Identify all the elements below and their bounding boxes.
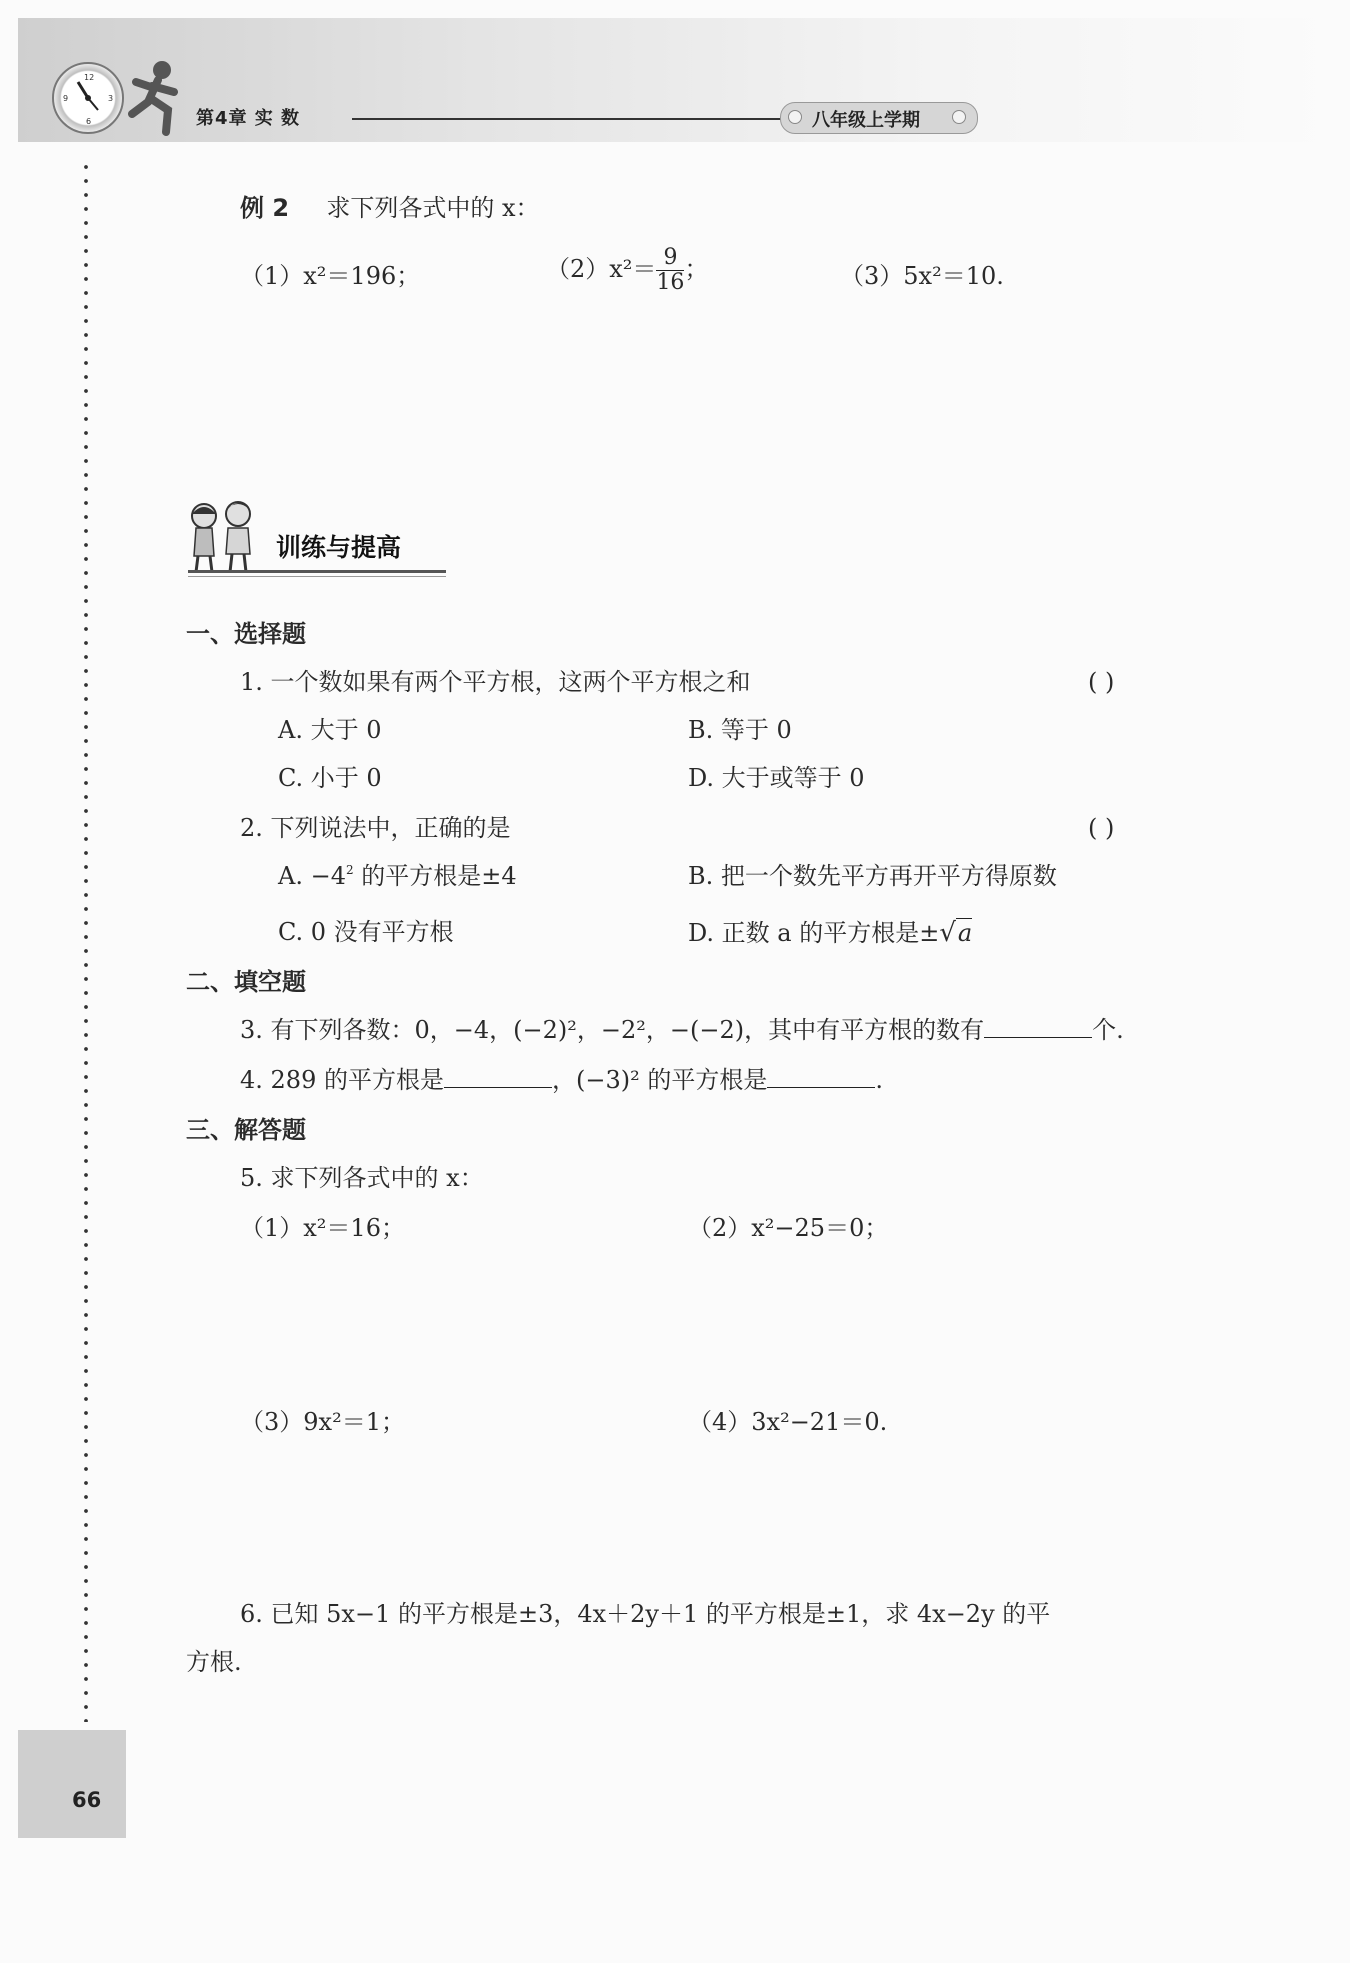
example-part-2-suffix: ； xyxy=(684,255,709,284)
question-3-tail: 个. xyxy=(1092,1016,1124,1044)
fraction-denominator: 16 xyxy=(656,270,685,296)
question-3 xyxy=(240,1016,1124,1045)
option-1b: B. 等于 0 xyxy=(688,716,792,744)
question-5-part-3: （3）9x²＝1； xyxy=(240,1408,405,1436)
heading-fill: 二、填空题 xyxy=(186,968,306,996)
question-4-tail: . xyxy=(875,1066,883,1094)
question-2: 2. 下列说法中，正确的是 xyxy=(240,814,511,842)
option-2a-base: A. −4 xyxy=(278,862,346,890)
section-title: 训练与提高 xyxy=(276,533,402,562)
page-number: 66 xyxy=(72,1788,102,1812)
question-1: 1. 一个数如果有两个平方根，这两个平方根之和 xyxy=(240,668,751,696)
question-6-line-1: 6. 已知 5x−1 的平方根是±3，4x＋2y＋1 的平方根是±1，求 4x−2y 的平 xyxy=(240,1600,1051,1628)
chapter-title: 第4章 实 数 xyxy=(196,108,301,129)
pill-dot-right xyxy=(952,110,966,124)
dotted-margin xyxy=(84,160,88,1722)
header-rule xyxy=(352,118,782,120)
example-part-1: （1）x²＝196； xyxy=(240,262,421,290)
clock-icon xyxy=(52,62,124,134)
question-5-part-4: （4）3x²−21＝0. xyxy=(688,1408,888,1436)
blank-3[interactable] xyxy=(984,1036,1092,1038)
runner-icon xyxy=(118,58,190,138)
section-rule-thin xyxy=(188,576,446,577)
question-5-part-2: （2）x²−25＝0； xyxy=(688,1214,889,1242)
question-4-mid: ，(−3)² 的平方根是 xyxy=(551,1066,768,1094)
example-label: 例 2 xyxy=(240,194,290,222)
option-2a xyxy=(278,862,517,891)
svg-text:6: 6 xyxy=(86,117,92,126)
option-2d xyxy=(688,918,972,949)
kids-illustration xyxy=(182,498,262,576)
radicand: a xyxy=(957,919,973,947)
question-6-line-2: 方根. xyxy=(186,1648,242,1676)
heading-choice: 一、选择题 xyxy=(186,620,306,648)
example-part-3: （3）5x²＝10. xyxy=(840,262,1004,290)
section-rule xyxy=(188,570,446,573)
svg-text:9: 9 xyxy=(63,94,69,103)
option-2b: B. 把一个数先平方再开平方得原数 xyxy=(688,862,1057,890)
option-2c: C. 0 没有平方根 xyxy=(278,918,454,946)
example-line xyxy=(240,194,540,223)
svg-text:12: 12 xyxy=(84,73,95,82)
question-3-text: 3. 有下列各数：0，−4，(−2)²，−2²，−(−2)，其中有平方根的数有 xyxy=(240,1016,985,1044)
option-2a-rest: 的平方根是±4 xyxy=(353,862,517,890)
question-4-text: 4. 289 的平方根是 xyxy=(240,1066,444,1094)
question-4 xyxy=(240,1066,883,1095)
radical-sign: √ xyxy=(939,918,956,948)
option-2a-exponent: 2 xyxy=(345,863,354,877)
page-number-tab xyxy=(18,1730,126,1838)
example-question: 求下列各式中的 x： xyxy=(326,194,540,222)
fraction-numerator: 9 xyxy=(656,246,684,271)
question-5: 5. 求下列各式中的 x： xyxy=(240,1164,484,1192)
answer-bracket-2: ( ) xyxy=(1088,814,1115,842)
question-5-part-1: （1）x²＝16； xyxy=(240,1214,405,1242)
blank-4b[interactable] xyxy=(767,1086,875,1088)
fraction xyxy=(656,246,684,295)
heading-solve: 三、解答题 xyxy=(186,1116,306,1144)
example-part-2 xyxy=(546,246,708,295)
option-1d: D. 大于或等于 0 xyxy=(688,764,865,792)
option-1c: C. 小于 0 xyxy=(278,764,382,792)
option-2d-text: D. 正数 a 的平方根是± xyxy=(688,919,940,947)
blank-4a[interactable] xyxy=(444,1086,552,1088)
example-part-2-prefix: （2）x²＝ xyxy=(546,255,657,284)
pill-dot-left xyxy=(788,110,802,124)
answer-bracket-1: ( ) xyxy=(1088,668,1115,696)
term-label: 八年级上学期 xyxy=(812,110,920,131)
svg-text:3: 3 xyxy=(108,94,114,103)
option-1a: A. 大于 0 xyxy=(278,716,382,744)
